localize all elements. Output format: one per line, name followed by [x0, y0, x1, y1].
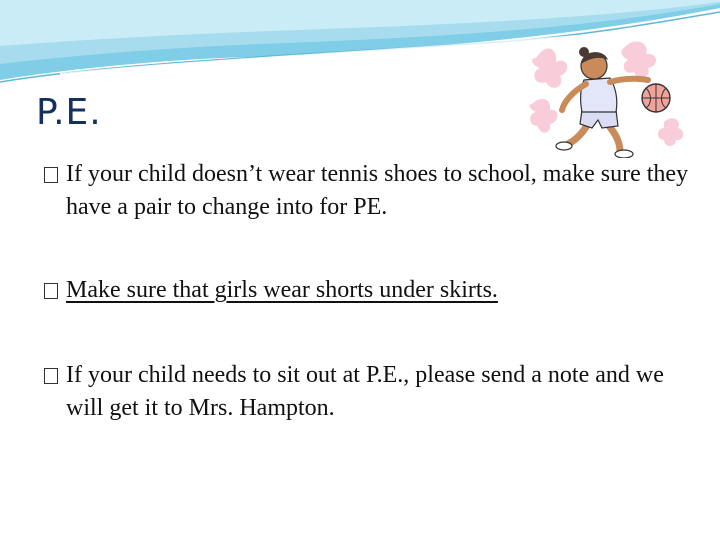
bullet-text: Make sure that girls wear shorts under skirts. [66, 277, 498, 303]
bullet-item-tennis-shoes [40, 158, 690, 224]
bullet-marker-icon [44, 368, 58, 384]
girl-basketball-icon [528, 28, 688, 158]
bullet-list [40, 158, 690, 425]
bullet-text: If your child doesn’t wear tennis shoes to school, make sure they have a pair to change into for PE. [66, 161, 689, 220]
bullet-marker-icon [44, 167, 58, 183]
bullet-marker-icon [44, 283, 58, 299]
bullet-item-shorts [40, 274, 690, 307]
bullet-item-sit-out [40, 359, 690, 425]
bullet-text: If your child needs to sit out at P.E., please send a note and we will get it to Mrs. Hampton. [66, 362, 664, 421]
slide-title: P.E. [36, 92, 102, 133]
